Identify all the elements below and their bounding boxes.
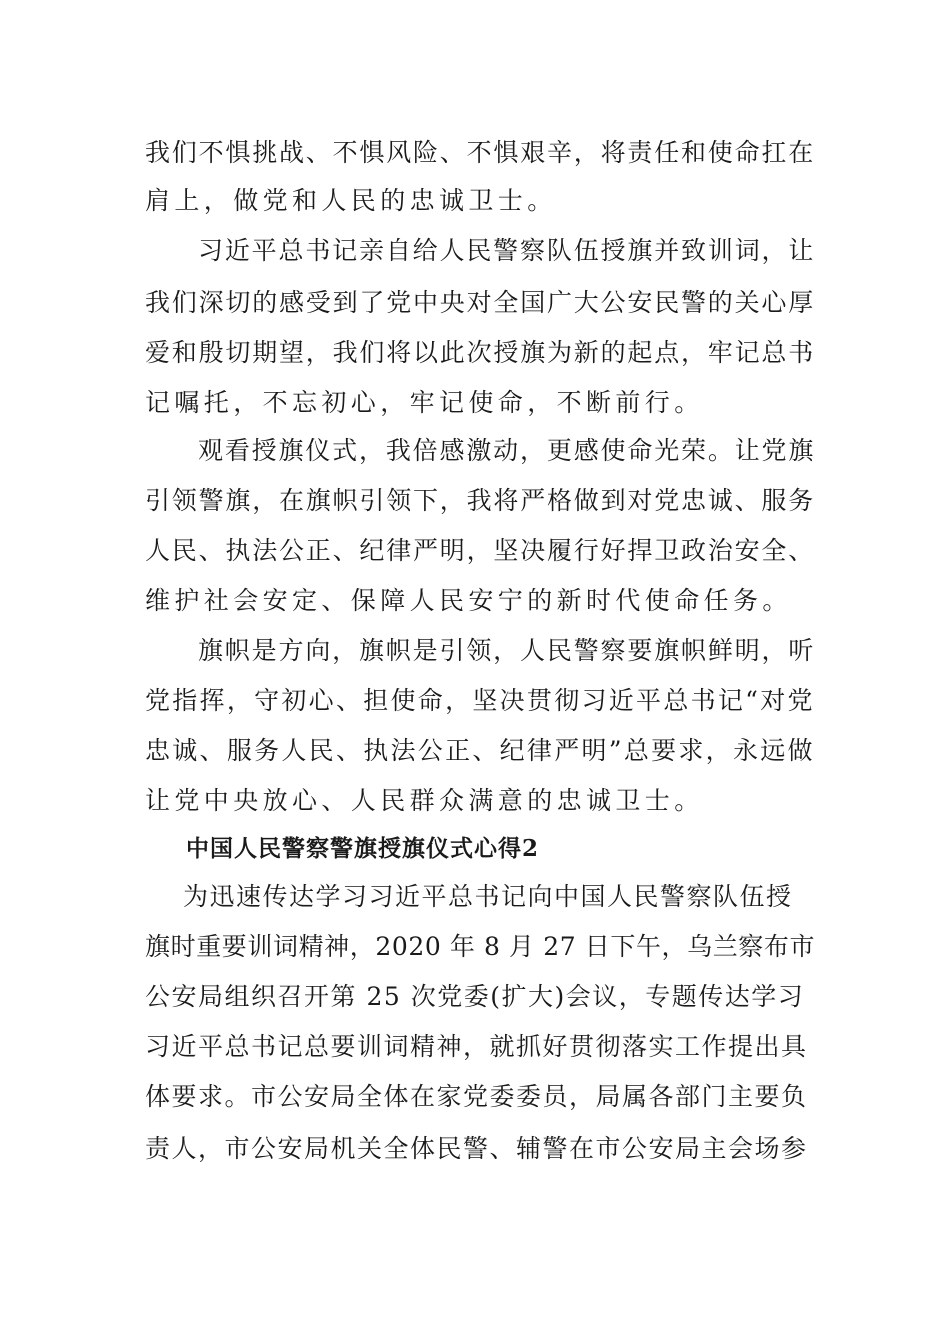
paragraph-line: 体要求。市公安局全体在家党委委员，局属各部门主要负 [145,1082,808,1111]
paragraph-line: 忠诚、服务人民、执法公正、纪律严明”总要求，永远做 [145,736,815,765]
paragraph-line: 维护社会安定、保障人民安宁的新时代使命任务。 [145,586,792,615]
paragraph-line: 习近平总书记总要训词精神，就抓好贯彻落实工作提出具 [145,1032,808,1061]
paragraph-line: 党指挥，守初心、担使命，坚决贯彻习近平总书记“对党 [145,686,815,715]
paragraph-line: 我们深切的感受到了党中央对全国广大公安民警的关心厚 [145,288,816,317]
section-heading: 中国人民警察警旗授旗仪式心得2 [186,835,540,862]
paragraph-line: 爱和殷切期望，我们将以此次授旗为新的起点，牢记总书 [145,338,816,367]
paragraph-line: 习近平总书记亲自给人民警察队伍授旗并致训词，让 [198,236,816,265]
paragraph-line: 为迅速传达学习习近平总书记向中国人民警察队伍授 [183,882,793,911]
paragraph-line: 让党中央放心、人民群众满意的忠诚卫士。 [145,786,704,815]
paragraph-line: 观看授旗仪式，我倍感激动，更感使命光荣。让党旗 [198,436,816,465]
paragraph-line: 责人，市公安局机关全体民警、辅警在市公安局主会场参 [145,1134,808,1163]
paragraph-line: 肩上，做党和人民的忠诚卫士。 [145,186,557,215]
paragraph-line: 旗时重要训词精神，2020 年 8 月 27 日下午，乌兰察布市 [145,932,816,961]
paragraph-line: 人民、执法公正、纪律严明，坚决履行好捍卫政治安全、 [145,536,816,565]
paragraph-line: 我们不惧挑战、不惧风险、不惧艰辛，将责任和使命扛在 [145,138,816,167]
paragraph-line: 引领警旗，在旗帜引领下，我将严格做到对党忠诚、服务 [145,486,816,515]
paragraph-line: 记嘱托，不忘初心，牢记使命，不断前行。 [145,388,704,417]
paragraph-line: 公安局组织召开第 25 次党委(扩大)会议，专题传达学习 [145,982,805,1011]
paragraph-line: 旗帜是方向，旗帜是引领，人民警察要旗帜鲜明，听 [198,636,816,665]
